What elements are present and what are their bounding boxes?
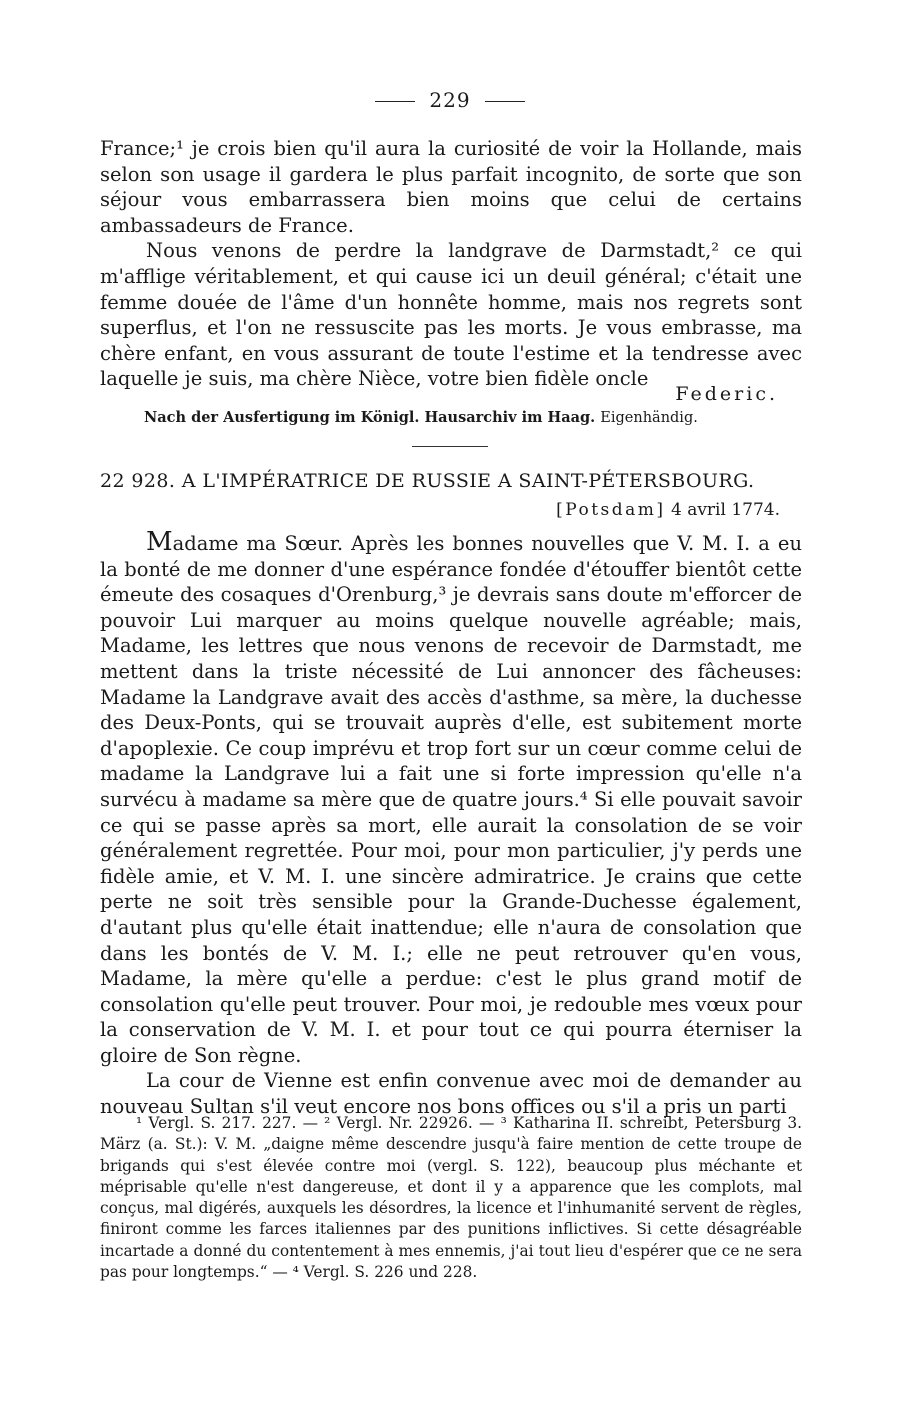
source-note-archive: Nach der Ausfertigung im Königl. Hausarchiv im Haag. [144,409,596,426]
paragraph: France;¹ je crois bien qu'il aura la curiosité de voir la Hollande, mais selon son usage il gardera le plus parfait incognito, de sorte que son séjour vous embarrassera bien moins que celui de certains ambassadeurs de France. [100,137,802,237]
date: 4 avril 1774. [670,500,780,520]
paragraph: Nous venons de perdre la landgrave de Darmstadt,² ce qui m'afflige véritablement, et qui cause ici un deuil général; c'était une femme douée de l'âme d'un honnête homme, mais nos regrets sont superflus, et l'on ne ressuscite pas les morts. Je vous embrasse, ma chère enfant, en vous assurant de toute l'estime et la tendresse avec laquelle je suis, ma chère Nièce, votre bien fidèle oncle [100,239,802,391]
paragraph-text: adame ma Sœur. Après les bonnes nouvelles que V. M. I. a eu la bonté de me donner d'une espérance fondée d'étouffer bientôt cette émeute des cosaques d'Orenburg,³ je devrais sans doute m'efforcer de pouvoir Lui marquer au moins quelque nouvelle agréable; mais, Madame, les lettres que nous venons de recevoir de Darmstadt, me mettent dans la triste nécessité de Lui annoncer des fâcheuses: Madame la Landgrave avait des accès d'asthme, sa mère, la duchesse des Deux-Ponts, qui se trouvait auprès d'elle, est subitement morte d'apoplexie. Ce coup imprévu et trop fort sur un cœur comme celui de madame la Landgrave lui a fait une si forte impression qu'elle n'a survécu à madame sa mère que de quatre jours.⁴ Si elle pouvait savoir ce qui se passe après sa mort, elle aurait la consolation de se voir généralement regrettée. Pour moi, pour mon particulier, j'y perds une fidèle amie, et V. M. I. une sincère admiratrice. Je crains que cette perte ne soit très sensible pour la Grande-Duchesse également, d'autant plus qu'elle était inattendue; elle n'aura de consolation que dans les bontés de V. M. I.; elle ne peut retrouver qu'en vous, Madame, la mère qu'elle a perdue: c'est le plus grand motif de consolation qu'elle peut trouver. Pour moi, je redouble mes vœux pour la conservation de V. M. I. et pour tout ce qui pourra éterniser la gloire de Son règne. [100,532,802,1067]
header-rule-right [485,101,525,102]
footnotes [100,1113,802,1283]
letter-body [100,527,802,1120]
source-note [144,409,698,426]
page-number: 229 [429,88,471,112]
signature: Federic. [675,383,778,405]
section-divider [412,446,488,447]
dateline [556,500,780,520]
paragraph [100,527,802,1068]
footnote-text: ¹ Vergl. S. 217. 227. — ² Vergl. Nr. 22926. — ³ Katharina II. schreibt, Petersburg 3. März (a. St.): V. M. „daigne même descendre jusqu'à faire mention de cette troupe de brigands qui s'est élevée contre moi (vergl. S. 122), beaucoup plus méchante et méprisable qu'elle n'est dangereuse, et dont il y a apparence que les complots, mal conçus, mal digérés, auxquels les désordres, la licence et l'inhumanité servent de règles, finiront comme les farces italiennes par des punitions inflictives. Si cette désagréable incartade a donné du contentement à mes ennemis, j'ai tout lieu d'espérer que ce ne sera pas pour longtemps.“ — ⁴ Vergl. S. 226 und 228. [100,1114,802,1282]
place: [Potsdam] [556,500,666,520]
salutation-initial: M [146,527,173,557]
header-rule-left [375,101,415,102]
letter-end-text [100,136,802,392]
source-note-autograph: Eigenhändig. [600,410,698,426]
paragraph: La cour de Vienne est enfin convenue avec moi de demander au nouveau Sultan s'il veut encore nos bons offices ou s'il a pris un parti [100,1069,802,1119]
page-header [0,88,900,112]
letter-title: 22 928. A L'IMPÉRATRICE DE RUSSIE A SAINT-PÉTERSBOURG. [100,470,755,492]
